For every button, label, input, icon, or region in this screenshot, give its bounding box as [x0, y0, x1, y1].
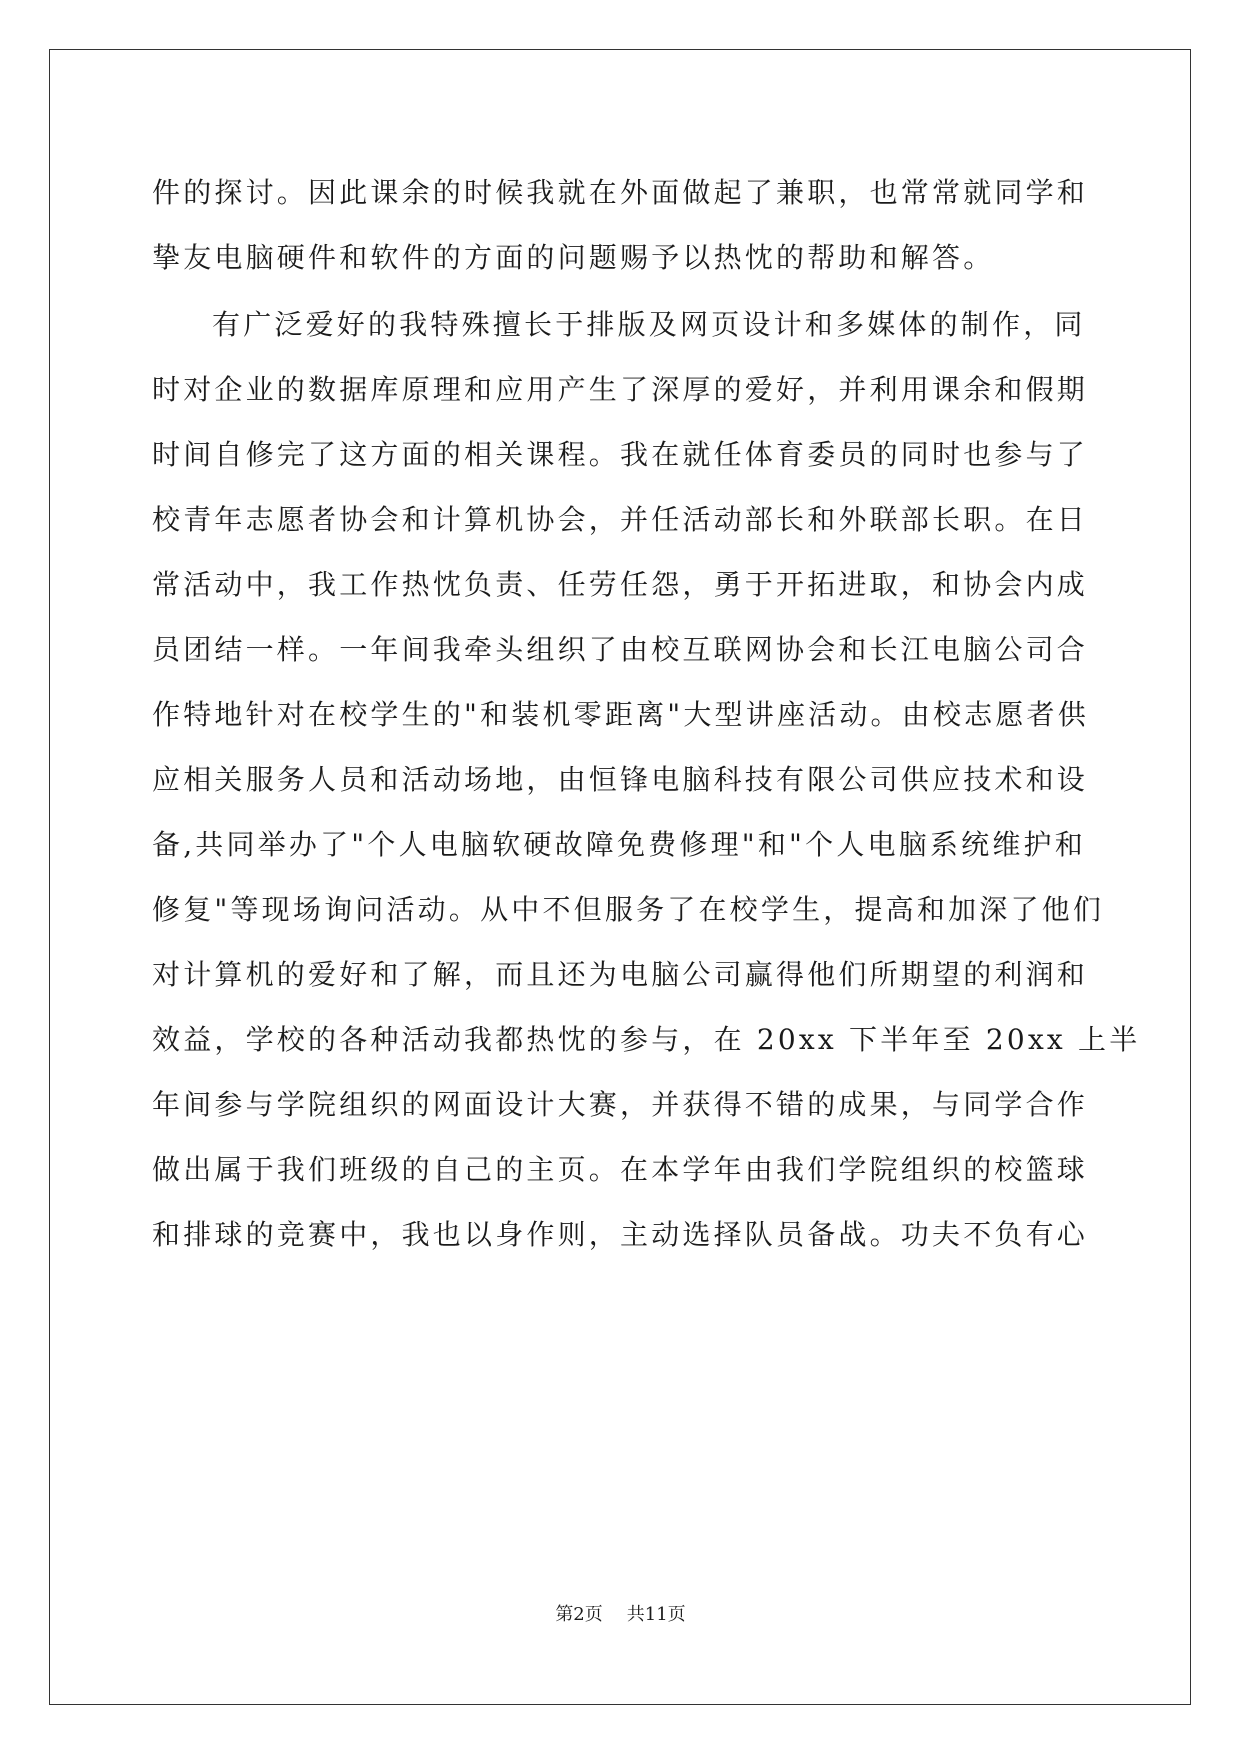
text-line: 作特地针对在校学生的"和装机零距离"大型讲座活动。由校志愿者供: [152, 698, 1089, 731]
text-line: 时对企业的数据库原理和应用产生了深厚的爱好，并利用课余和假期: [152, 373, 1089, 406]
text-line: 修复"等现场询问活动。从中不但服务了在校学生，提高和加深了他们: [152, 893, 1105, 926]
text-line: 做出属于我们班级的自己的主页。在本学年由我们学院组织的校篮球: [152, 1153, 1089, 1186]
page-footer: [0, 1600, 1241, 1626]
document-body: [152, 160, 1141, 1267]
text-line: 备,共同举办了"个人电脑软硬故障免费修理"和"个人电脑系统维护和: [152, 828, 1086, 861]
text-line: 常活动中，我工作热忱负责、任劳任怨，勇于开拓进取，和协会内成: [152, 568, 1089, 601]
paragraph: [152, 292, 1141, 1267]
text-line: 挚友电脑硬件和软件的方面的问题赐予以热忱的帮助和解答。: [152, 241, 995, 274]
page-number: 第2页: [555, 1604, 603, 1625]
text-line: 对计算机的爱好和了解，而且还为电脑公司赢得他们所期望的利润和: [152, 958, 1089, 991]
text-line: 校青年志愿者协会和计算机协会，并任活动部长和外联部长职。在日: [152, 503, 1089, 536]
text-line: 年间参与学院组织的网面设计大赛，并获得不错的成果，与同学合作: [152, 1088, 1089, 1121]
text-line: 效益，学校的各种活动我都热忱的参与，在 20xx 下半年至 20xx 上半: [152, 1023, 1141, 1056]
text-line: 件的探讨。因此课余的时候我就在外面做起了兼职，也常常就同学和: [152, 176, 1089, 209]
text-line: 应相关服务人员和活动场地，由恒锋电脑科技有限公司供应技术和设: [152, 763, 1089, 796]
text-line: 和排球的竞赛中，我也以身作则，主动选择队员备战。功夫不负有心: [152, 1218, 1089, 1251]
text-line: 时间自修完了这方面的相关课程。我在就任体育委员的同时也参与了: [152, 438, 1089, 471]
text-line: 员团结一样。一年间我牵头组织了由校互联网协会和长江电脑公司合: [152, 633, 1089, 666]
page-total: 共11页: [626, 1604, 686, 1625]
paragraph: [152, 160, 1092, 290]
text-line: 有广泛爱好的我特殊擅长于排版及网页设计和多媒体的制作，同: [212, 308, 1086, 341]
